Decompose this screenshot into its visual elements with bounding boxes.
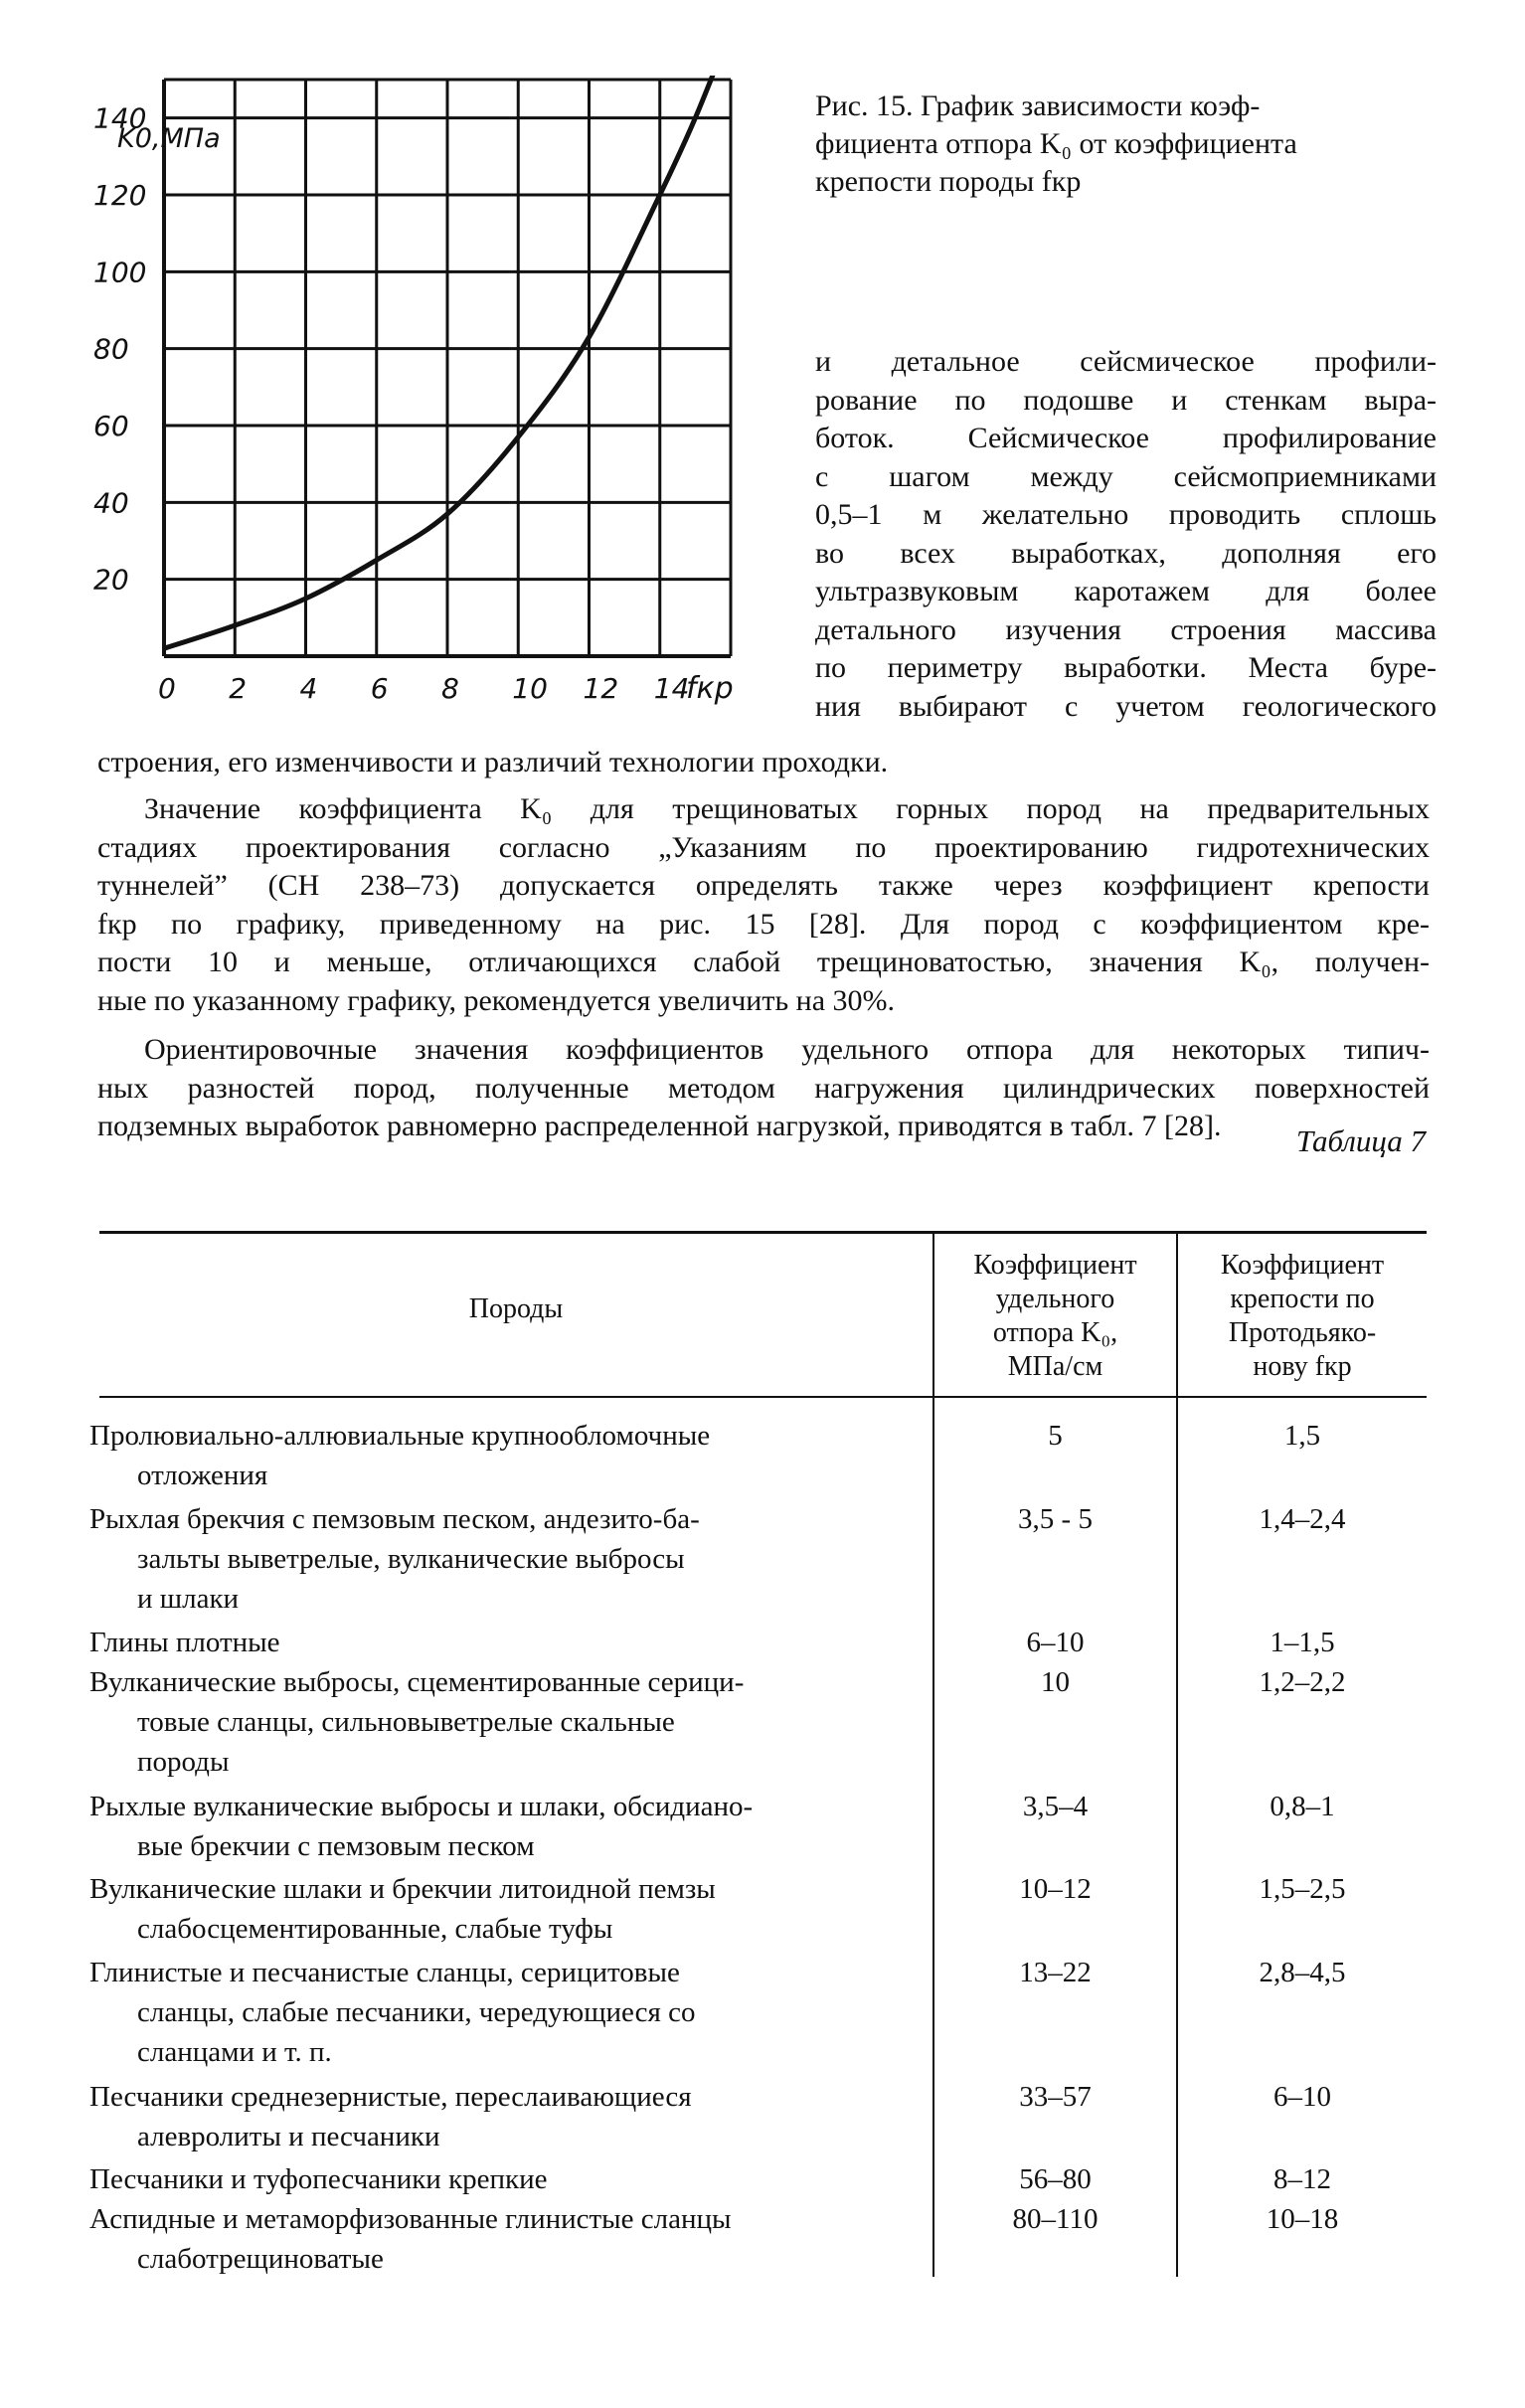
x-axis-label: fкр [686, 671, 734, 706]
rock-name-line: сланцами и т. п. [137, 2036, 332, 2068]
text-line: Ориентировочные значения коэффициентов удельного отпора для некоторых типич- [144, 1033, 1430, 1066]
header-line: отпора K₀, [992, 1317, 1118, 1348]
rock-name-line: слаботрещиноватые [137, 2243, 384, 2275]
text-line: детального изучения строения массива [815, 612, 1437, 646]
table-header-rule [99, 1396, 1427, 1398]
text-line: fкр по графику, приведенному на рис. 15 [28]. Для пород с коэффициентом кре- [97, 907, 1430, 941]
k0-value: 10 [1041, 1666, 1070, 1698]
chart-ticks [93, 102, 689, 705]
y-tick-label: 60 [93, 410, 129, 442]
header-line: нову fкр [1253, 1351, 1352, 1382]
header-k0 [934, 1249, 1176, 1384]
table-caption: Таблица 7 [1295, 1123, 1426, 1158]
rock-name-line: Глинистые и песчанистые сланцы, серицитовые [89, 1957, 680, 1988]
k0-value: 3,5 - 5 [1018, 1503, 1093, 1535]
k0-value: 3,5–4 [1022, 1791, 1089, 1822]
table-col-divider-2 [1176, 1231, 1178, 2277]
rock-name-line: Аспидные и метаморфизованные глинистые сланцы [89, 2203, 732, 2235]
text-line: рование по подошве и стенкам выра- [815, 383, 1437, 417]
k0-value: 5 [1048, 1420, 1063, 1452]
x-tick-label: 4 [299, 672, 318, 705]
fkr-value: 1,5 [1283, 1420, 1321, 1452]
rock-name-line: Вулканические шлаки и брекчии литоидной пемзы [89, 1873, 716, 1905]
text-line: пости 10 и меньше, отличающихся слабой трещиноватостью, значения K₀, получен- [97, 946, 1430, 978]
table-row [89, 2199, 925, 2279]
text-line: подземных выработок равномерно распределенной нагрузкой, приводятся в табл. 7 [28]. [97, 1110, 1222, 1142]
header-line: Коэффициент [973, 1250, 1137, 1281]
rock-name-line: алевролиты и песчаники [137, 2121, 440, 2152]
rock-name-line: зальты выветрелые, вулканические выбросы [137, 1543, 685, 1575]
x-tick-label: 10 [512, 672, 548, 705]
x-tick-label: 8 [441, 672, 459, 705]
text-line: по периметру выработки. Места буре- [815, 651, 1437, 684]
rock-name-line: Песчаники и туфопесчаники крепкие [89, 2163, 548, 2195]
text-line: ния выбирают с учетом геологического [815, 689, 1437, 723]
k0-vs-fkr-chart [89, 70, 785, 716]
k0-value: 10–12 [1019, 1873, 1092, 1905]
rock-name-line: Пролювиально-аллювиальные крупнообломочные [89, 1420, 711, 1452]
y-tick-label: 140 [93, 101, 147, 135]
rock-name-line: Глины плотные [89, 1627, 280, 1658]
text-line: туннелей” (СН 238–73) допускается определять также через коэффициент крепости [97, 869, 1430, 902]
table-row [89, 1662, 925, 1782]
k0-value: 80–110 [1012, 2203, 1099, 2235]
header-line: крепости по [1230, 1284, 1375, 1314]
y-axis-label: K0,МПа [117, 123, 221, 154]
rock-name-line: Рыхлая брекчия с пемзовым песком, андезито-ба- [89, 1503, 700, 1535]
rock-name-line: Вулканические выбросы, сцементированные серици- [89, 1666, 745, 1698]
caption-line: крепости породы fкр [815, 165, 1082, 198]
paragraph-0-end [97, 744, 1430, 782]
x-tick-label: 2 [229, 672, 248, 705]
text-line: стадиях проектирования согласно „Указаниям по проектированию гидротехнических [97, 830, 1430, 864]
y-tick-label: 40 [93, 486, 129, 520]
table-row [89, 1623, 925, 1662]
side-paragraph [815, 343, 1437, 726]
paragraph-2 [97, 1031, 1430, 1146]
header-line: Коэффициент [1220, 1250, 1385, 1281]
fkr-value: 1,5–2,5 [1259, 1873, 1346, 1905]
fkr-value: 1,4–2,4 [1259, 1503, 1346, 1535]
text-line: во всех выработках, дополняя его [815, 536, 1437, 570]
text-line: 0,5–1 м желательно проводить сплошь [815, 498, 1437, 531]
table-row [89, 2077, 925, 2156]
k0-value: 33–57 [1019, 2081, 1092, 2113]
y-tick-label: 100 [93, 256, 147, 289]
y-tick-label: 20 [93, 563, 129, 597]
rock-name-line: отложения [137, 1460, 268, 1491]
text-line: ных разностей пород, полученные методом нагружения цилиндрических поверхностей [97, 1071, 1430, 1105]
fkr-value: 1,2–2,2 [1259, 1666, 1346, 1698]
header-line: МПа/см [1007, 1351, 1103, 1382]
paragraph-1 [97, 790, 1430, 1020]
figure-caption [815, 87, 1437, 201]
text-line: боток. Сейсмическое профилирование [815, 422, 1437, 454]
rock-name-line: сланцы, слабые песчаники, чередующиеся со [137, 1996, 696, 2028]
header-line: удельного [995, 1284, 1115, 1314]
x-tick-label: 6 [370, 672, 389, 705]
table-row [89, 1869, 925, 1949]
y-tick-label: 80 [93, 332, 129, 366]
text-line: строения, его изменчивости и различий технологии проходки. [97, 746, 889, 778]
k0-value: 13–22 [1019, 1957, 1092, 1988]
text-line: ультразвуковым каротажем для более [815, 575, 1437, 607]
rock-name-line: Рыхлые вулканические выбросы и шлаки, обсидиано- [89, 1791, 754, 1822]
text-line: с шагом между сейсмоприемниками [815, 459, 1437, 493]
table-row [89, 1787, 925, 1866]
x-tick-label: 12 [583, 672, 619, 705]
caption-line: фициента отпора K₀ от коэффициента [815, 127, 1297, 160]
fkr-value: 2,8–4,5 [1259, 1957, 1346, 1988]
y-tick-label: 120 [93, 179, 147, 212]
k0-value: 56–80 [1019, 2163, 1092, 2195]
x-tick-label: 14 [653, 672, 690, 705]
fkr-value: 10–18 [1266, 2203, 1339, 2235]
rock-name-line: вые брекчии с пемзовым песком [137, 1830, 535, 1862]
chart-grid [164, 80, 731, 656]
table-col-divider-1 [932, 1231, 934, 2277]
table-row [89, 1953, 925, 2072]
rock-name-line: Песчаники среднезернистые, переслаивающиеся [89, 2081, 692, 2113]
rock-name-line: породы [137, 1746, 230, 1778]
fkr-value: 6–10 [1273, 2081, 1331, 2113]
table-top-rule [99, 1231, 1427, 1234]
table-row [89, 2159, 925, 2199]
header-fkr [1178, 1249, 1427, 1384]
header-rocks: Породы [468, 1293, 564, 1324]
text-line: Значение коэффициента K₀ для трещиноватых горных пород на предварительных [144, 792, 1430, 825]
fkr-value: 0,8–1 [1270, 1791, 1335, 1822]
rock-name-line: и шлаки [137, 1583, 240, 1615]
caption-line: Рис. 15. График зависимости коэф- [815, 89, 1261, 122]
table-row [89, 1416, 925, 1495]
fkr-value: 8–12 [1273, 2163, 1331, 2195]
text-line: и детальное сейсмическое профили- [815, 345, 1437, 378]
fkr-value: 1–1,5 [1270, 1627, 1335, 1658]
table-row [89, 1499, 925, 1619]
x-tick-label: 0 [158, 672, 176, 705]
header-line: Протодьяко- [1228, 1317, 1377, 1348]
k0-value: 6–10 [1026, 1627, 1085, 1658]
text-line: ные по указанному графику, рекомендуется увеличить на 30%. [97, 983, 896, 1017]
rock-name-line: слабосцементированные, слабые туфы [137, 1913, 613, 1945]
rock-name-line: товые сланцы, сильновыветрелые скальные [137, 1706, 675, 1738]
